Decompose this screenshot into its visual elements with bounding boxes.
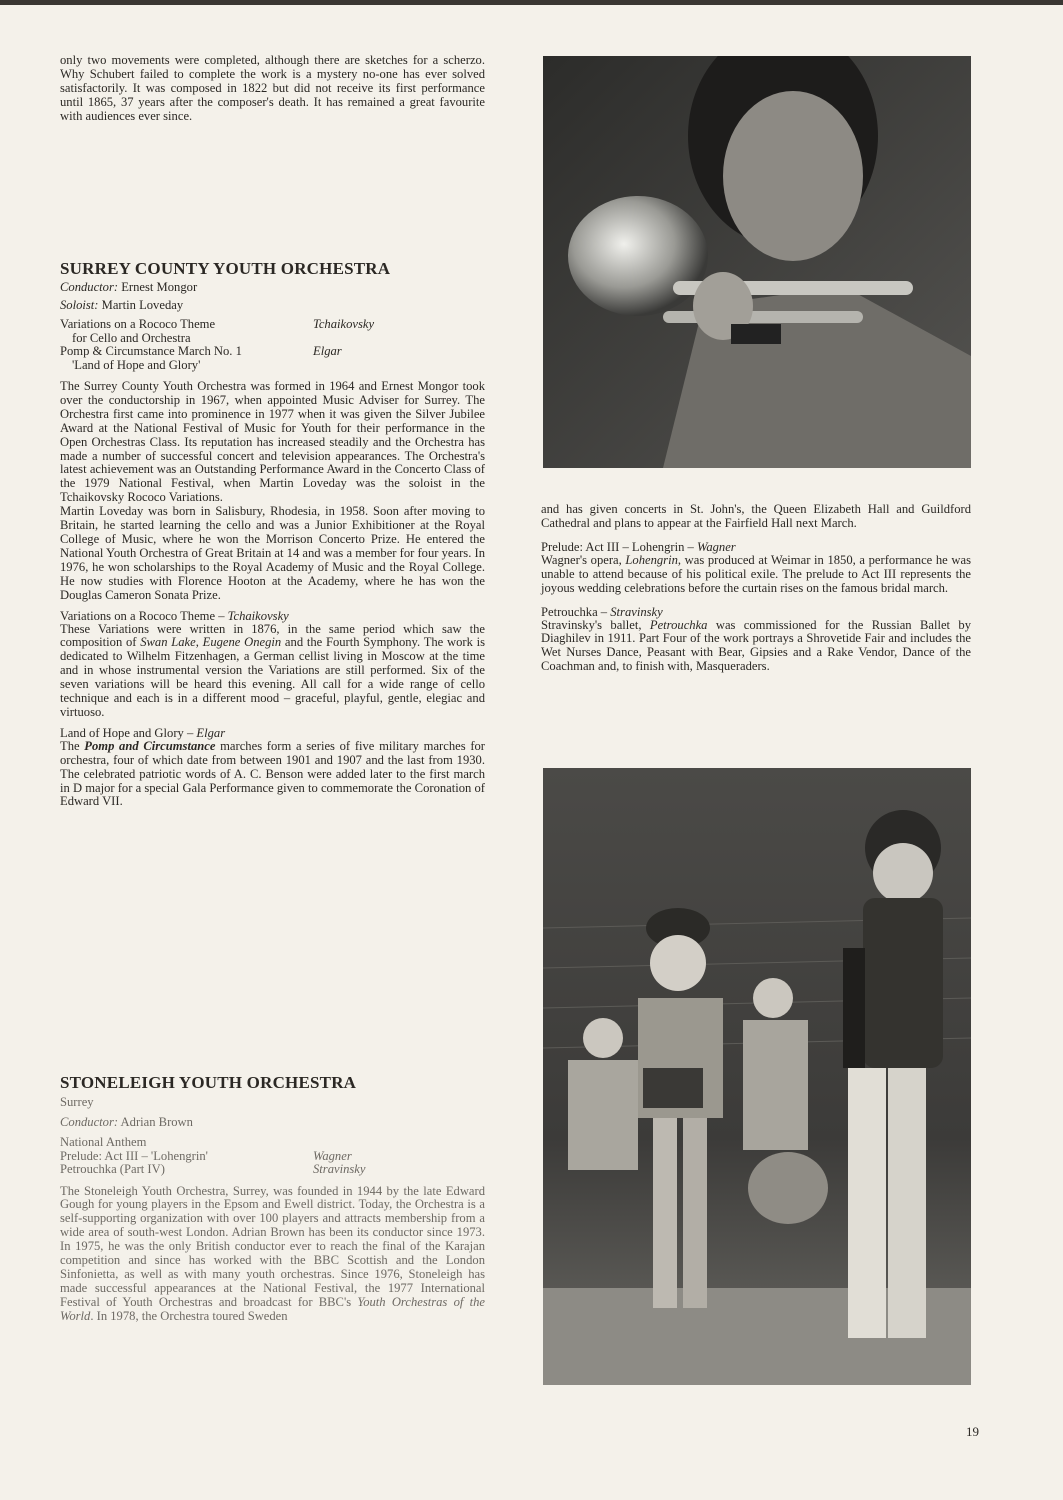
soloist-name: Martin Loveday	[101, 298, 184, 312]
surrey-history-paragraph: The Surrey County Youth Orchestra was formed in 1964 and Ernest Mongor took over the conductorship in 1967, when appointed Music Adviser for Surrey. The Orchestra first came into prominence in 1977 when it was given the Silver Jubilee Award at the National Festival of Music for Youth for their performance in the Open Orchestras Class. Its reputation has increased steadily and the Orchestra has made a number of successful concert and television appearances. The Orchestra's latest achievement was an Outstanding Performance Award in the Concerto Class of the 1979 National Festival, when Martin Loveday was the soloist in the Tchaikovsky Rococo Variations.	[60, 379, 485, 505]
note-elgar-text: The Pomp and Circumstance marches form a series of five military marches for orchestra, four of which date from between 1901 and 1907 and the last from 1930. The celebrated patriotic words of A. C. Benson were added later to the first march in D major for a special Gala Performance given to commemorate the Coronation of Edward VII.	[60, 738, 486, 809]
programme-work: Pomp & Circumstance March No. 1	[60, 344, 242, 358]
note-elgar-heading: Land of Hope and Glory – Elgar	[60, 725, 226, 740]
stoneleigh-county: Surrey	[60, 1095, 94, 1109]
conductor-name: Ernest Mongor	[121, 280, 198, 294]
note-petrouchka-heading: Petrouchka – Stravinsky	[541, 604, 663, 619]
intro-section	[60, 54, 485, 124]
note-lohengrin-heading: Prelude: Act III – Lohengrin – Wagner	[541, 539, 736, 554]
programme-sub: 'Land of Hope and Glory'	[72, 357, 201, 372]
programme-work: National Anthem	[60, 1135, 147, 1149]
surrey-programme	[60, 318, 485, 372]
right-text-column	[541, 503, 971, 674]
surrey-section	[60, 259, 485, 809]
note-rococo-heading: Variations on a Rococo Theme – Tchaikovsky	[60, 608, 289, 623]
programme-composer	[313, 1136, 485, 1150]
stoneleigh-continuation: and has given concerts in St. John's, the Queen Elizabeth Hall and Guildford Cathedral and plans to appear at the Fairfield Hall next March.	[541, 502, 971, 530]
programme-composer: Elgar	[313, 344, 342, 358]
stoneleigh-programme	[60, 1136, 485, 1177]
note-lohengrin-text: Wagner's opera, Lohengrin, was produced at Weimar in 1850, a performance he was unable to attend because of his political exile. The prelude to Act III represents the joyous wedding celebrations before the curtain rises on the famous bridal march.	[541, 552, 971, 595]
stoneleigh-conductor: Conductor: Adrian Brown	[60, 1115, 193, 1129]
intro-paragraph: only two movements were completed, although there are sketches for a scherzo. Why Schubert failed to complete the work is a mystery no-one has ever solved satisfactorily. It was composed in 1822 but did not receive its first performance until 1865, 37 years after the composer's death. It has remained a great favourite with audiences ever since.	[60, 53, 485, 123]
programme-work: Petrouchka (Part IV)	[60, 1162, 165, 1176]
page-number: 19	[966, 1424, 979, 1439]
surrey-title: SURREY COUNTY YOUTH ORCHESTRA	[60, 259, 391, 278]
top-rule	[0, 0, 1063, 5]
stoneleigh-history-paragraph: The Stoneleigh Youth Orchestra, Surrey, was founded in 1944 by the late Edward Gough for young players in the Epsom and Ewell district. Today, the Orchestra is a self-supporting organization with over 100 players and attracts membership from a wide area of south-west London. Adrian Brown has been its conductor since 1973. In 1975, he was the only British conductor ever to reach the final of the Karajan competition and since has worked with the BBC Scottish and the London Sinfonietta, as well as with many youth orchestras. Since 1976, Stoneleigh has made successful appearances at the National Festival, the 1977 International Festival of Youth Orchestras and broadcast for BBC's Youth Orchestras of the World. In 1978, the Orchestra toured Sweden	[60, 1183, 485, 1323]
programme-composer: Wagner	[313, 1148, 352, 1163]
stoneleigh-section	[60, 1073, 485, 1324]
note-petrouchka-text: Stravinsky's ballet, Petrouchka was commissioned for the Russian Ballet by Diaghilev in 1911. Part Four of the work portrays a Shrovetide Fair and includes the Wet Nurses Dance, Peasant with Bear, Gipsies and a Rake Vendor, Dance of the Coachman and, to finish with, Masqueraders.	[541, 617, 971, 674]
stoneleigh-title: STONELEIGH YOUTH ORCHESTRA	[60, 1073, 357, 1092]
note-rococo-text: These Variations were written in 1876, in the same period which saw the composition of Swan Lake, Eugene Onegin and the Fourth Symphony. The work is dedicated to Wilhelm Fitzenhagen, a German cellist living in Moscow at the time and in whose instrumental version the Variations are still performed. Six of the seven variations will be heard this evening. All call for a wide range of cello technique and each is in a different mood – graceful, playful, gentle, elegiac and virtuoso.	[60, 621, 486, 719]
surrey-conductor	[60, 280, 485, 295]
programme-item	[60, 318, 313, 345]
trombone-player-photo	[543, 56, 971, 468]
costumed-children-photo	[543, 768, 971, 1385]
programme-sub: for Cello and Orchestra	[72, 330, 191, 345]
programme-composer: Tchaikovsky	[313, 317, 375, 331]
programme-item	[60, 345, 313, 372]
surrey-soloist	[60, 298, 485, 313]
programme-work: Prelude: Act III – 'Lohengrin'	[60, 1148, 208, 1163]
loveday-bio-paragraph: Martin Loveday was born in Salisbury, Rhodesia, in 1958. Soon after moving to Britain, he started learning the cello and was a Junior Exhibitioner at the Royal College of Music, where he won the Morrison Concerto Prize. He entered the National Youth Orchestra of Great Britain at 14 and was a member for four years. In 1976, he won scholarships to the Royal Academy of Music and the Royal College. He now studies with Florence Hooton at the Academy, where he has won the Douglas Cameron Sonata Prize.	[60, 504, 485, 602]
soloist-label: Soloist:	[60, 298, 99, 312]
programme-composer: Stravinsky	[313, 1162, 366, 1176]
programme-work: Variations on a Rococo Theme	[60, 317, 216, 331]
conductor-label: Conductor:	[60, 280, 119, 294]
